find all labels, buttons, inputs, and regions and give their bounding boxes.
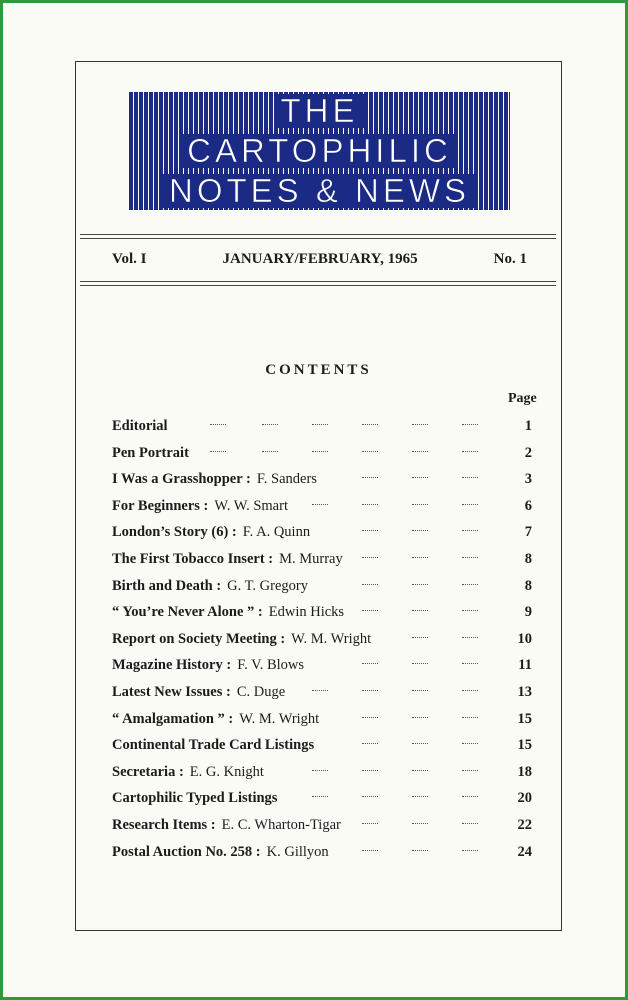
leader-dot-group [462, 504, 478, 507]
leader-dot-group [462, 663, 478, 666]
leader-dot-group [462, 690, 478, 693]
leader-dot-group [462, 530, 478, 533]
toc-page-number: 24 [517, 843, 532, 860]
toc-entry [112, 522, 532, 549]
toc-page-number: 10 [517, 630, 532, 647]
leader-dot-group [362, 584, 378, 587]
leader-dot-group [262, 424, 278, 427]
toc-entry-text [112, 684, 289, 700]
toc-entry [112, 602, 532, 629]
toc-title: Secretaria : [112, 763, 184, 780]
toc-entry-text [112, 524, 314, 540]
contents-heading: CONTENTS [265, 362, 372, 378]
toc-title: Pen Portrait [112, 444, 189, 461]
toc-title: Birth and Death : [112, 577, 222, 594]
toc-author: E. G. Knight [189, 763, 264, 780]
toc-author: C. Duge [236, 683, 286, 700]
toc-author: G. T. Gregory [227, 577, 308, 594]
toc-entry [112, 496, 532, 523]
leader-dot-group [462, 796, 478, 799]
leader-dot-group [462, 743, 478, 746]
leader-dot-group [462, 823, 478, 826]
leader-dot-group [412, 637, 428, 640]
leader-dot-group [412, 663, 428, 666]
toc-author: F. A. Quinn [242, 524, 311, 541]
leader-dot-group [362, 850, 378, 853]
toc-entry-text [112, 711, 323, 727]
toc-author: F. V. Blows [237, 657, 305, 674]
leader-dot-group [462, 477, 478, 480]
leader-dot-group [362, 530, 378, 533]
leader-dot-group [312, 451, 328, 454]
toc-entry-text [112, 737, 318, 753]
toc-entry [112, 815, 532, 842]
toc-entry-text [112, 817, 345, 833]
issue-number: No. 1 [493, 251, 527, 267]
leader-dot-group [210, 424, 226, 427]
cover-frame [75, 61, 562, 931]
toc-entry-text [112, 790, 281, 806]
toc-author: K. Gillyon [266, 843, 329, 860]
leader-dot-group [362, 796, 378, 799]
leader-dot-group [412, 584, 428, 587]
leader-dot-group [362, 743, 378, 746]
leader-dot-group [312, 690, 328, 693]
leader-dot-group [312, 796, 328, 799]
leader-dot-group [412, 690, 428, 693]
toc-entry [112, 549, 532, 576]
toc-entry [112, 735, 532, 762]
toc-page-number: 8 [524, 550, 532, 567]
leader-dot-group [462, 770, 478, 773]
masthead-line-1: THE [275, 94, 365, 128]
toc-entry [112, 443, 532, 470]
toc-page-number: 18 [517, 763, 532, 780]
toc-entry-text [112, 445, 193, 461]
toc-entry-text [112, 471, 321, 487]
leader-dot-group [412, 743, 428, 746]
toc-page-number: 20 [517, 790, 532, 807]
leader-dot-group [462, 637, 478, 640]
toc-author: W. M. Wright [291, 630, 372, 647]
leader-dot-group [262, 451, 278, 454]
toc-page-number: 15 [517, 737, 532, 754]
toc-entry [112, 469, 532, 496]
leader-dot-group [312, 504, 328, 507]
toc-entry [112, 655, 532, 682]
toc-page-number: 8 [524, 577, 532, 594]
leader-dot-group [362, 663, 378, 666]
toc-entry [112, 709, 532, 736]
leader-dot-group [462, 584, 478, 587]
leader-dot-group [412, 823, 428, 826]
toc-entry-text [112, 418, 172, 434]
leader-dot-group [362, 610, 378, 613]
toc-page-number: 3 [524, 471, 532, 488]
toc-page-number: 9 [524, 604, 532, 621]
toc-entry [112, 762, 532, 789]
toc-entry-text [112, 844, 333, 860]
leader-dot-group [362, 823, 378, 826]
toc-title: London’s Story (6) : [112, 524, 237, 541]
toc-page-number: 1 [524, 418, 532, 434]
toc-page-number: 11 [518, 657, 532, 674]
leader-dot-group [412, 770, 428, 773]
toc-entry-text [112, 604, 348, 620]
toc-entry [112, 788, 532, 815]
toc-title: Report on Society Meeting : [112, 630, 286, 647]
leader-dot-group [362, 477, 378, 480]
toc-title: “ Amalgamation ” : [112, 710, 234, 727]
rule-bottom-2 [80, 285, 556, 286]
toc-author: M. Murray [279, 550, 343, 567]
toc-entry-text [112, 657, 308, 673]
leader-dot-group [412, 424, 428, 427]
toc-title: Cartophilic Typed Listings [112, 790, 278, 807]
toc-entry [112, 842, 532, 869]
toc-page-number: 22 [517, 816, 532, 833]
toc-author: W. M. Wright [239, 710, 320, 727]
leader-dot-group [312, 424, 328, 427]
masthead-line-2: CARTOPHILIC [181, 134, 458, 168]
toc-author: Edwin Hicks [268, 604, 345, 621]
leader-dot-group [362, 690, 378, 693]
toc-title: Continental Trade Card Listings [112, 737, 315, 754]
leader-dot-group [462, 610, 478, 613]
leader-dot-group [462, 717, 478, 720]
toc-page-number: 7 [524, 524, 532, 541]
toc-entry-text [112, 551, 347, 567]
toc-entry [112, 576, 532, 603]
leader-dot-group [362, 770, 378, 773]
leader-dot-group [362, 424, 378, 427]
leader-dot-group [362, 504, 378, 507]
toc-entry-text [112, 578, 312, 594]
toc-entry-text [112, 631, 375, 647]
leader-dot-group [412, 451, 428, 454]
leader-dot-group [412, 717, 428, 720]
table-of-contents [112, 416, 532, 868]
leader-dot-group [462, 424, 478, 427]
toc-title: Research Items : [112, 816, 216, 833]
toc-page-number: 6 [524, 497, 532, 514]
issue-line [112, 251, 527, 268]
leader-dot-group [462, 850, 478, 853]
toc-entry [112, 629, 532, 656]
toc-title: Editorial [112, 418, 168, 434]
toc-author: W. W. Smart [214, 497, 288, 514]
toc-author: F. Sanders [256, 471, 317, 488]
toc-entry-text [112, 498, 292, 514]
toc-title: The First Tobacco Insert : [112, 550, 274, 567]
leader-dot-group [412, 477, 428, 480]
toc-entry-text [112, 764, 268, 780]
leader-dot-group [412, 850, 428, 853]
toc-page-number: 15 [517, 710, 532, 727]
toc-title: “ You’re Never Alone ” : [112, 604, 263, 621]
leader-dot-group [362, 717, 378, 720]
masthead-line-3: NOTES & NEWS [163, 174, 476, 208]
issue-date: JANUARY/FEBRUARY, 1965 [222, 251, 418, 267]
toc-title: I Was a Grasshopper : [112, 471, 251, 488]
rule-top-1 [80, 234, 556, 235]
volume-label: Vol. I [112, 251, 147, 267]
rule-top-2 [80, 238, 556, 239]
leader-dot-group [210, 451, 226, 454]
toc-page-number: 13 [517, 683, 532, 700]
page-column-heading: Page [508, 391, 537, 406]
leader-dot-group [412, 557, 428, 560]
leader-dot-group [412, 504, 428, 507]
toc-title: Magazine History : [112, 657, 232, 674]
leader-dot-group [462, 557, 478, 560]
leader-dot-group [412, 530, 428, 533]
leader-dot-group [312, 770, 328, 773]
leader-dot-group [362, 557, 378, 560]
leader-dot-group [462, 451, 478, 454]
toc-title: Latest New Issues : [112, 683, 231, 700]
leader-dot-group [412, 796, 428, 799]
leader-dot-group [362, 451, 378, 454]
toc-page-number: 2 [524, 444, 532, 461]
leader-dot-group [412, 610, 428, 613]
rule-bottom-1 [80, 281, 556, 282]
masthead-logo [129, 92, 510, 210]
toc-author: E. C. Wharton-Tigar [221, 816, 341, 833]
toc-entry [112, 416, 532, 443]
toc-title: For Beginners : [112, 497, 209, 514]
toc-title: Postal Auction No. 258 : [112, 843, 261, 860]
toc-entry [112, 682, 532, 709]
